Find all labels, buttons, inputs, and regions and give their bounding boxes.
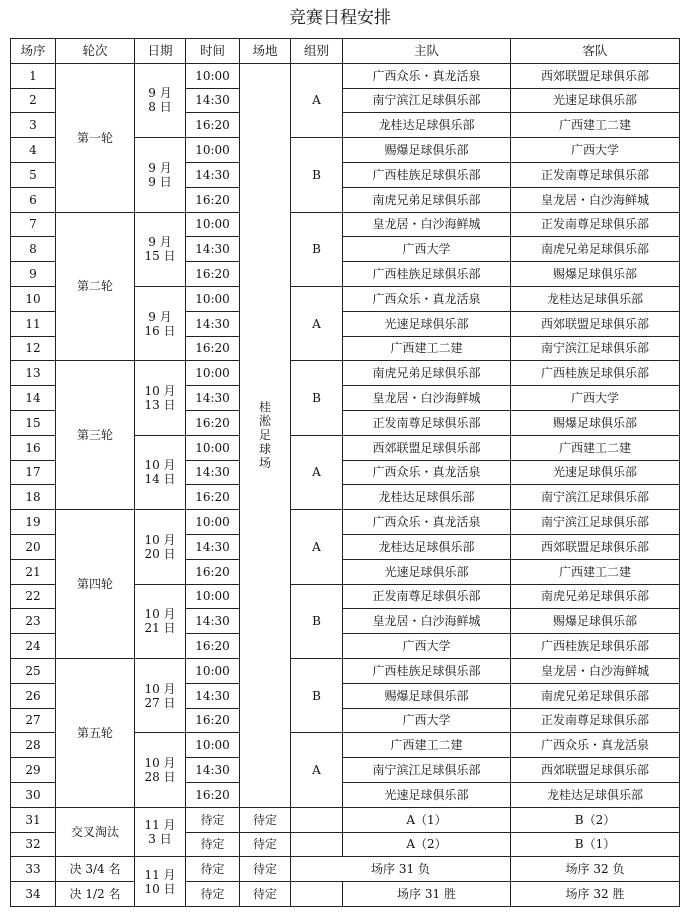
match-time: 10:00 bbox=[186, 212, 240, 237]
header-round: 轮次 bbox=[56, 39, 135, 64]
match-date bbox=[135, 658, 186, 732]
match-time: 10:00 bbox=[186, 733, 240, 758]
date-month: 11 月 bbox=[144, 818, 176, 832]
home-team: 南虎兄弟足球俱乐部 bbox=[343, 361, 511, 386]
date-day: 10 日 bbox=[144, 881, 176, 896]
match-no: 23 bbox=[11, 609, 56, 634]
match-date bbox=[135, 584, 186, 658]
match-time: 16:20 bbox=[186, 782, 240, 807]
match-no: 30 bbox=[11, 782, 56, 807]
round-label: 决 1/2 名 bbox=[56, 882, 135, 907]
match-time: 16:20 bbox=[186, 113, 240, 138]
match-time: 10:00 bbox=[186, 361, 240, 386]
match-venue: 待定 bbox=[240, 832, 291, 857]
home-team: 广西众乐・真龙活泉 bbox=[343, 460, 511, 485]
away-team: 广西大学 bbox=[511, 138, 680, 163]
match-time: 10:00 bbox=[186, 63, 240, 88]
away-team: 南宁滨江足球俱乐部 bbox=[511, 510, 680, 535]
away-team: 西郊联盟足球俱乐部 bbox=[511, 311, 680, 336]
away-team: 南宁滨江足球俱乐部 bbox=[511, 485, 680, 510]
match-no: 24 bbox=[11, 634, 56, 659]
home-team: 场序 31 负 bbox=[291, 857, 511, 882]
match-time: 14:30 bbox=[186, 386, 240, 411]
away-team: 场序 32 负 bbox=[511, 857, 680, 882]
venue-cell bbox=[240, 63, 291, 807]
match-venue: 待定 bbox=[240, 807, 291, 832]
away-team: 正发南尊足球俱乐部 bbox=[511, 212, 680, 237]
away-team: 广西众乐・真龙活泉 bbox=[511, 733, 680, 758]
match-no: 7 bbox=[11, 212, 56, 237]
away-team: 广西建工二建 bbox=[511, 435, 680, 460]
schedule-table bbox=[10, 38, 680, 907]
home-team: 赐爆足球俱乐部 bbox=[343, 138, 511, 163]
home-team: 正发南尊足球俱乐部 bbox=[343, 410, 511, 435]
match-no: 34 bbox=[11, 882, 56, 907]
match-date bbox=[135, 63, 186, 137]
home-team: 皇龙居・白沙海鲜城 bbox=[343, 386, 511, 411]
home-team: 皇龙居・白沙海鲜城 bbox=[343, 212, 511, 237]
match-time: 16:20 bbox=[186, 708, 240, 733]
match-no: 22 bbox=[11, 584, 56, 609]
match-no: 8 bbox=[11, 237, 56, 262]
match-time: 14:30 bbox=[186, 758, 240, 783]
away-team: 西郊联盟足球俱乐部 bbox=[511, 534, 680, 559]
match-time: 待定 bbox=[186, 857, 240, 882]
match-no: 20 bbox=[11, 534, 56, 559]
match-date bbox=[135, 212, 186, 286]
match-time: 16:20 bbox=[186, 262, 240, 287]
match-time: 14:30 bbox=[186, 609, 240, 634]
group-label: A bbox=[291, 286, 343, 360]
home-team: A（2） bbox=[343, 832, 511, 857]
round-label: 决 3/4 名 bbox=[56, 857, 135, 882]
round-label: 第五轮 bbox=[56, 658, 135, 807]
away-team: 龙桂达足球俱乐部 bbox=[511, 286, 680, 311]
match-row bbox=[11, 510, 680, 535]
away-team: 南虎兄弟足球俱乐部 bbox=[511, 584, 680, 609]
away-team: 广西桂族足球俱乐部 bbox=[511, 634, 680, 659]
match-date bbox=[135, 510, 186, 584]
date-day: 8 日 bbox=[148, 100, 172, 115]
venue-char: 场 bbox=[258, 456, 271, 471]
home-team: 广西桂族足球俱乐部 bbox=[343, 658, 511, 683]
match-row bbox=[11, 807, 680, 832]
match-no: 29 bbox=[11, 758, 56, 783]
date-day: 9 日 bbox=[148, 174, 172, 189]
match-date bbox=[135, 435, 186, 509]
home-team: 皇龙居・白沙海鲜城 bbox=[343, 609, 511, 634]
match-row bbox=[11, 212, 680, 237]
away-team: 皇龙居・白沙海鲜城 bbox=[511, 658, 680, 683]
date-day: 16 日 bbox=[144, 323, 176, 338]
home-team: 光速足球俱乐部 bbox=[343, 559, 511, 584]
match-no: 27 bbox=[11, 708, 56, 733]
match-venue: 待定 bbox=[240, 857, 291, 882]
match-row bbox=[11, 882, 680, 907]
date-month: 9 月 bbox=[148, 309, 172, 324]
group-label: B bbox=[291, 361, 343, 435]
match-no: 3 bbox=[11, 113, 56, 138]
home-team: 广西建工二建 bbox=[343, 733, 511, 758]
match-time: 10:00 bbox=[186, 584, 240, 609]
match-no: 11 bbox=[11, 311, 56, 336]
date-month: 10 月 bbox=[144, 458, 176, 473]
home-team: 赐爆足球俱乐部 bbox=[343, 683, 511, 708]
match-no: 21 bbox=[11, 559, 56, 584]
match-time: 待定 bbox=[186, 807, 240, 832]
match-time: 10:00 bbox=[186, 138, 240, 163]
match-time: 14:30 bbox=[186, 88, 240, 113]
away-team: 赐爆足球俱乐部 bbox=[511, 410, 680, 435]
away-team: 皇龙居・白沙海鲜城 bbox=[511, 187, 680, 212]
venue-char: 球 bbox=[258, 442, 271, 457]
match-no: 1 bbox=[11, 63, 56, 88]
match-date bbox=[135, 138, 186, 212]
away-team: 广西桂族足球俱乐部 bbox=[511, 361, 680, 386]
match-no: 2 bbox=[11, 88, 56, 113]
away-team: 赐爆足球俱乐部 bbox=[511, 262, 680, 287]
match-time: 14:30 bbox=[186, 162, 240, 187]
date-day: 28 日 bbox=[144, 770, 176, 784]
header-home: 主队 bbox=[343, 39, 511, 64]
group-label bbox=[291, 832, 343, 857]
away-team: 赐爆足球俱乐部 bbox=[511, 609, 680, 634]
home-team: 南宁滨江足球俱乐部 bbox=[343, 88, 511, 113]
home-team: 龙桂达足球俱乐部 bbox=[343, 485, 511, 510]
away-team: 广西建工二建 bbox=[511, 113, 680, 138]
match-date bbox=[135, 361, 186, 435]
round-label: 第一轮 bbox=[56, 63, 135, 212]
home-team: 广西众乐・真龙活泉 bbox=[343, 510, 511, 535]
date-day: 15 日 bbox=[144, 249, 176, 264]
match-time: 10:00 bbox=[186, 286, 240, 311]
date-day: 20 日 bbox=[144, 546, 176, 561]
home-team: 南虎兄弟足球俱乐部 bbox=[343, 187, 511, 212]
date-month: 10 月 bbox=[144, 681, 176, 696]
date-day: 21 日 bbox=[144, 621, 176, 636]
match-time: 待定 bbox=[186, 832, 240, 857]
home-team: 广西大学 bbox=[343, 708, 511, 733]
round-label: 第四轮 bbox=[56, 510, 135, 659]
away-team: 西郊联盟足球俱乐部 bbox=[511, 758, 680, 783]
header-row bbox=[11, 39, 680, 64]
home-team: 广西众乐・真龙活泉 bbox=[343, 286, 511, 311]
group-label: B bbox=[291, 138, 343, 212]
home-team: 光速足球俱乐部 bbox=[343, 311, 511, 336]
header-date: 日期 bbox=[135, 39, 186, 64]
header-venue: 场地 bbox=[240, 39, 291, 64]
match-time: 16:20 bbox=[186, 559, 240, 584]
match-date bbox=[135, 857, 186, 907]
group-label: A bbox=[291, 510, 343, 584]
date-day: 13 日 bbox=[144, 398, 176, 413]
group-label: B bbox=[291, 212, 343, 286]
away-team: 光速足球俱乐部 bbox=[511, 460, 680, 485]
away-team: 广西建工二建 bbox=[511, 559, 680, 584]
match-no: 33 bbox=[11, 857, 56, 882]
home-team: 广西大学 bbox=[343, 237, 511, 262]
match-venue: 待定 bbox=[240, 882, 291, 907]
date-month: 10 月 bbox=[144, 532, 176, 547]
date-month: 9 月 bbox=[148, 86, 172, 101]
group-label bbox=[291, 882, 343, 907]
home-team: 龙桂达足球俱乐部 bbox=[343, 534, 511, 559]
home-team: 广西桂族足球俱乐部 bbox=[343, 262, 511, 287]
match-no: 10 bbox=[11, 286, 56, 311]
group-label: B bbox=[291, 658, 343, 732]
away-team: 光速足球俱乐部 bbox=[511, 88, 680, 113]
match-no: 5 bbox=[11, 162, 56, 187]
group-label: A bbox=[291, 733, 343, 807]
away-team: 南虎兄弟足球俱乐部 bbox=[511, 683, 680, 708]
away-team: 南虎兄弟足球俱乐部 bbox=[511, 237, 680, 262]
match-no: 18 bbox=[11, 485, 56, 510]
group-label: A bbox=[291, 435, 343, 509]
home-team: 正发南尊足球俱乐部 bbox=[343, 584, 511, 609]
match-time: 10:00 bbox=[186, 435, 240, 460]
match-no: 26 bbox=[11, 683, 56, 708]
match-no: 19 bbox=[11, 510, 56, 535]
match-time: 14:30 bbox=[186, 460, 240, 485]
page-title: 竞赛日程安排 bbox=[289, 8, 391, 28]
date-month: 10 月 bbox=[144, 607, 176, 622]
match-row bbox=[11, 361, 680, 386]
home-team: 广西桂族足球俱乐部 bbox=[343, 162, 511, 187]
match-no: 17 bbox=[11, 460, 56, 485]
date-day: 14 日 bbox=[144, 472, 176, 487]
header-no: 场序 bbox=[11, 39, 56, 64]
match-no: 6 bbox=[11, 187, 56, 212]
round-label: 第三轮 bbox=[56, 361, 135, 510]
match-time: 10:00 bbox=[186, 510, 240, 535]
match-no: 31 bbox=[11, 807, 56, 832]
home-team: 广西建工二建 bbox=[343, 336, 511, 361]
match-row bbox=[11, 857, 680, 882]
away-team: B（2） bbox=[511, 807, 680, 832]
home-team: 南宁滨江足球俱乐部 bbox=[343, 758, 511, 783]
away-team: 广西大学 bbox=[511, 386, 680, 411]
match-time: 16:20 bbox=[186, 336, 240, 361]
away-team: 正发南尊足球俱乐部 bbox=[511, 708, 680, 733]
match-no: 12 bbox=[11, 336, 56, 361]
match-time: 待定 bbox=[186, 882, 240, 907]
match-no: 13 bbox=[11, 361, 56, 386]
match-row bbox=[11, 63, 680, 88]
match-no: 4 bbox=[11, 138, 56, 163]
match-time: 14:30 bbox=[186, 311, 240, 336]
date-month: 10 月 bbox=[144, 384, 176, 399]
venue-char: 淞 bbox=[258, 414, 271, 429]
home-team: 场序 31 胜 bbox=[343, 882, 511, 907]
match-no: 9 bbox=[11, 262, 56, 287]
match-date bbox=[135, 286, 186, 360]
date-month: 10 月 bbox=[144, 756, 176, 770]
match-time: 16:20 bbox=[186, 485, 240, 510]
round-label: 交叉淘汰 bbox=[56, 807, 135, 857]
group-label: A bbox=[291, 63, 343, 137]
away-team: 场序 32 胜 bbox=[511, 882, 680, 907]
match-no: 32 bbox=[11, 832, 56, 857]
home-team: 西郊联盟足球俱乐部 bbox=[343, 435, 511, 460]
match-no: 14 bbox=[11, 386, 56, 411]
header-group: 组别 bbox=[291, 39, 343, 64]
match-no: 25 bbox=[11, 658, 56, 683]
home-team: 龙桂达足球俱乐部 bbox=[343, 113, 511, 138]
away-team: 南宁滨江足球俱乐部 bbox=[511, 336, 680, 361]
date-day: 27 日 bbox=[144, 695, 176, 710]
date-day: 3 日 bbox=[148, 832, 172, 846]
header-away: 客队 bbox=[511, 39, 680, 64]
match-no: 15 bbox=[11, 410, 56, 435]
away-team: 西郊联盟足球俱乐部 bbox=[511, 63, 680, 88]
group-label bbox=[291, 807, 343, 832]
date-month: 9 月 bbox=[148, 235, 172, 250]
match-no: 28 bbox=[11, 733, 56, 758]
away-team: B（1） bbox=[511, 832, 680, 857]
header-time: 时间 bbox=[186, 39, 240, 64]
home-team: A（1） bbox=[343, 807, 511, 832]
match-date bbox=[135, 733, 186, 807]
match-no: 16 bbox=[11, 435, 56, 460]
date-month: 11 月 bbox=[144, 867, 176, 882]
match-time: 16:20 bbox=[186, 187, 240, 212]
match-row bbox=[11, 658, 680, 683]
match-time: 14:30 bbox=[186, 683, 240, 708]
match-time: 10:00 bbox=[186, 658, 240, 683]
home-team: 广西大学 bbox=[343, 634, 511, 659]
match-time: 14:30 bbox=[186, 237, 240, 262]
round-label: 第二轮 bbox=[56, 212, 135, 361]
home-team: 广西众乐・真龙活泉 bbox=[343, 63, 511, 88]
venue-char: 足 bbox=[258, 428, 271, 443]
match-date bbox=[135, 807, 186, 857]
match-time: 16:20 bbox=[186, 634, 240, 659]
home-team: 光速足球俱乐部 bbox=[343, 782, 511, 807]
match-time: 16:20 bbox=[186, 410, 240, 435]
date-month: 9 月 bbox=[148, 160, 172, 175]
venue-char: 桂 bbox=[258, 400, 271, 415]
away-team: 正发南尊足球俱乐部 bbox=[511, 162, 680, 187]
away-team: 龙桂达足球俱乐部 bbox=[511, 782, 680, 807]
group-label: B bbox=[291, 584, 343, 658]
match-time: 14:30 bbox=[186, 534, 240, 559]
